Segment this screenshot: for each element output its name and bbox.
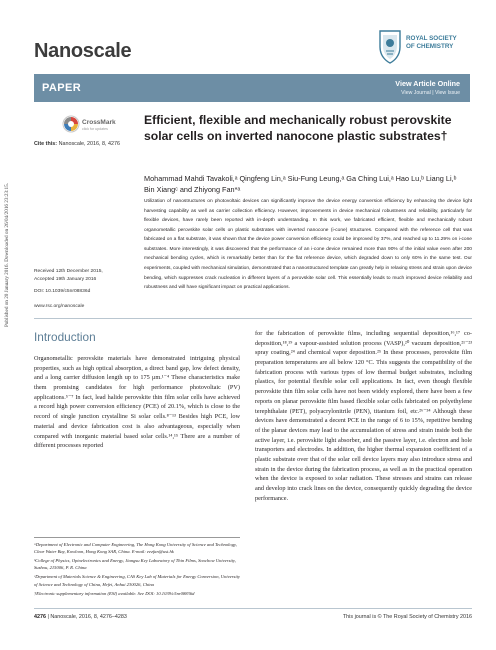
- received-dates: [34, 268, 103, 284]
- rsc-logo[interactable]: [378, 27, 470, 69]
- crossmark-badge[interactable]: [62, 115, 122, 135]
- journal-title[interactable]: Nanoscale: [34, 40, 132, 62]
- author-list: Mohammad Mahdi Tavakoli,ᵃ Qingfeng Lin,ᵃ Siu-Fung Leung,ᵃ Ga Ching Lui,ᵃ Hao Lu,ᵇ Liang Li,ᵇ Bin Xiangᶜ and Zhiyong Fan*ᵃ: [144, 174, 457, 195]
- cite-this: [34, 141, 120, 147]
- footnote-esi: †Electronic supplementary information (ESI) available. See DOI: 10.1039/c5nr08836d: [34, 590, 195, 596]
- intro-column-right: for the fabrication of perovskite films, including sequential deposition,¹⁶,¹⁷ co-deposition,¹⁸,¹⁹ a vapour-assisted solution process (VASP),²⁰ vacuum deposition,²¹⁻²³ spray coating,²⁴ and chemical vapor deposition.²⁵ In these processes, perovskite film preparation temperatures are all below 120 °C. This suggests the compatibility of the fabrication process with various types of low thermal budget substrates, including plastics, for potential flexible solar cell applications. In fact, even though flexible perovskite thin film solar cells have not been widely explored, there have been a few reports on planar perovskite film based flexible solar cells fabricated on polyethylene terephthalate (PET), polyacrylonitrile (PEN), titanium foil, etc.²⁶⁻³⁴ Although these devices have demonstrated a decent PCE in the range of 6 to 15%, repetitive bending of the planar devices may lead to the accumulation of stress and strain inside both the active layer, i.e. perovskite light absorber, and the passive layer, i.e. electron and hole transporters and electrodes. In addition, the higher thermal expansion coefficient of a plastic substrate over that of the solar cell device layers may also introduce stress and strain in the device during the fabrication process, as well as in the practical operation when the device is exposed to solar radiation. These stresses and strains can release and develop into crack lines on the device, consequently quickly degrading the device performance.: [255, 330, 472, 502]
- footnotes: [34, 541, 240, 599]
- view-journal-issue-links[interactable]: View Journal | View Issue: [401, 90, 460, 96]
- rsc-line-1: ROYAL SOCIETY: [406, 35, 457, 42]
- abstract-text: Utilization of nanostructures on photovoltaic devices can significantly improve the device energy conversion efficiency by enhancing the device light harvesting capability as well as carrier collection efficiency. However, improvements in device mechanical robustness and reliability, particularly for flexible devices, have rarely been reported with in-depth understanding. In this work, we fabricated efficient, flexible and mechanically robust organometallic perovskite solar cells on plastic substrates with inverted nanocone (i-cone) structures. Compared with the reference cell that was fabricated on a flat substrate, it was shown that the device power conversion efficiency could be improved by 37%, and reached up to 11.29% on i-cone substrates. More interestingly, it was discovered that the performance of an i-cone device remained more than 90% of the initial value even after 200 mechanical bending cycles, which is remarkably better than for the flat reference device, which degraded down to only 60% in the same test. Our experiments, coupled with mechanical simulation, demonstrated that a nanostructured template can greatly help in relaxing stress and strain upon device bending, which suppresses crack nucleation in different layers of a perovskite solar cell. This essentially leads to much improved device reliability and robustness and will have significant impact on practical applications.: [144, 199, 472, 291]
- footer-copyright: This journal is © The Royal Society of Chemistry 2016: [342, 614, 472, 620]
- page-number: 4276: [34, 614, 46, 620]
- journal-website-link[interactable]: www.rsc.org/nanoscale: [34, 304, 85, 309]
- article-title: Efficient, flexible and mechanically robust perovskite solar cells on inverted nanocone plastic substrates†: [144, 113, 452, 143]
- footnote-affiliation-c: ᶜDepartment of Materials Science & Engineering, CAS Key Lab of Materials for Energy Conversion, University of Science and Technology of China, Hefei, Anhui 230026, China: [34, 574, 240, 587]
- introduction-heading: Introduction: [34, 330, 96, 344]
- footer-divider: [34, 608, 472, 609]
- crossmark-icon: [62, 115, 80, 133]
- cite-label: Cite this:: [34, 141, 58, 147]
- rsc-wordmark: [406, 35, 457, 51]
- footnote-affiliation-b: ᵇCollege of Physics, Optoelectronics and Energy, Jiangsu Key Laboratory of Thin Films, Soochow University, Suzhou, 215006, P. R. China: [34, 558, 236, 571]
- accepted-date: Accepted 19th January 2016: [34, 276, 97, 282]
- received-date: Received 12th December 2015,: [34, 269, 103, 274]
- side-note-text: Published on 20 January 2016. Downloaded on 26/04/2016 23:23:15.: [4, 182, 10, 328]
- footer-separator: |: [47, 614, 51, 620]
- crossmark-label: CrossMark: [82, 119, 116, 126]
- section-divider: [34, 318, 472, 319]
- article-type-label: PAPER: [42, 82, 82, 94]
- article-type-bar: [34, 74, 470, 102]
- rsc-crest-icon: [378, 29, 402, 65]
- footer-citation-text: Nanoscale, 2016, 8, 4276–4283: [50, 614, 127, 620]
- view-article-online-link[interactable]: View Article Online: [395, 79, 460, 88]
- rsc-line-2: OF CHEMISTRY: [406, 42, 454, 50]
- footer-citation: [34, 614, 127, 620]
- crossmark-sublabel: click for updates: [82, 127, 108, 131]
- footnote-divider: [34, 537, 240, 538]
- footnote-affiliation-a: ᵃDepartment of Electronic and Computer Engineering, The Hong Kong University of Science and Technology, Clear Water Bay, Kowloon, Hong Kong SAR, China. E-mail: eezfan@ust.hk: [34, 542, 237, 555]
- intro-column-left: Organometallic perovskite materials have demonstrated intriguing physical properties, such as high optical absorption, a direct band gap, low defect density, and a long carrier diffusion length up to 175 μm.¹⁻⁴ These characteristics make them promising candidates for high performance photovoltaic (PV) applications.⁵⁻⁷ In fact, lead halide perovskite thin film solar cells have achieved a record high power conversion efficiency (PCE) of 20.1%, which is close to the record of single junction crystalline Si solar cells.⁸⁻¹³ Besides high PCE, low material and device fabrication cost is also advantageous, especially when compared with inorganic material based solar cells.¹⁴,¹⁵ There are a number of different processes reported: [34, 355, 240, 450]
- doi-text[interactable]: DOI: 10.1039/c5nr08836d: [34, 289, 91, 294]
- cite-reference: Nanoscale, 2016, 8, 4276: [58, 141, 121, 147]
- download-side-note: [0, 150, 14, 360]
